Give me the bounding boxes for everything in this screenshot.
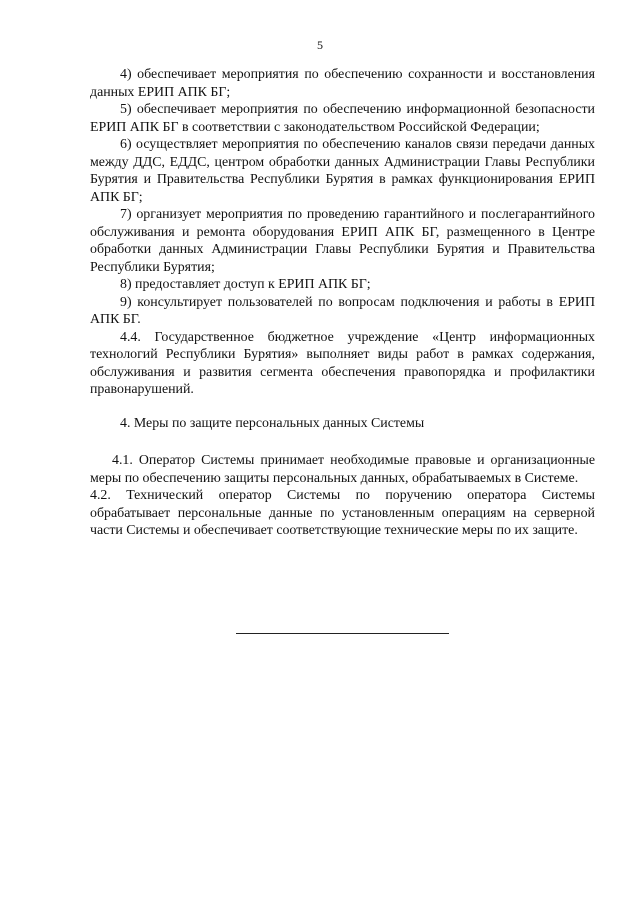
- paragraph-item-9: 9) консультирует пользователей по вопросам подключения и работы в ЕРИП АПК БГ.: [90, 294, 595, 327]
- page-number: 5: [317, 38, 323, 52]
- document-body: [90, 66, 595, 540]
- paragraph-item-4: 4) обеспечивает мероприятия по обеспечению сохранности и восстановления данных ЕРИП АПК БГ;: [90, 67, 595, 100]
- spacer: [90, 399, 595, 415]
- section-heading: 4. Меры по защите персональных данных Системы: [120, 415, 425, 431]
- paragraph-item-7: 7) организует мероприятия по проведению гарантийного и послегарантийного обслуживания и ремонта оборудования ЕРИП АПК БГ, размещенного в Центре обработки данных Администрации Главы Республики Бурятия и Правительства Республики Бурятия;: [90, 207, 595, 275]
- spacer: [90, 432, 595, 452]
- paragraph-item-8: 8) предоставляет доступ к ЕРИП АПК БГ;: [120, 277, 371, 292]
- paragraph-4-1: 4.1. Оператор Системы принимает необходимые правовые и организационные меры по обеспечению защиты персональных данных, обрабатываемых в Системе.: [90, 453, 595, 486]
- end-of-document-line: [236, 633, 449, 634]
- paragraph-4-2: 4.2. Технический оператор Системы по поручению оператора Системы обрабатывает персональные данные по установленным операциям на серверной части Системы и обеспечивает соответствующие технические меры по их защите.: [90, 488, 595, 538]
- paragraph-4-4: 4.4. Государственное бюджетное учреждение «Центр информационных технологий Республики Бурятия» выполняет виды работ в рамках содержания, обслуживания и развития сегмента обеспечения правопорядка и профилактики правонарушений.: [90, 329, 595, 397]
- paragraph-item-5: 5) обеспечивает мероприятия по обеспечению информационной безопасности ЕРИП АПК БГ в соответствии с законодательством Российской Федерации;: [90, 102, 595, 135]
- paragraph-item-6: 6) осуществляет мероприятия по обеспечению каналов связи передачи данных между ДДС, ЕДДС, центром обработки данных Администрации Главы Республики Бурятия и Правительства Республики Бурятия в рамках функционирования ЕРИП АПК БГ;: [90, 137, 595, 205]
